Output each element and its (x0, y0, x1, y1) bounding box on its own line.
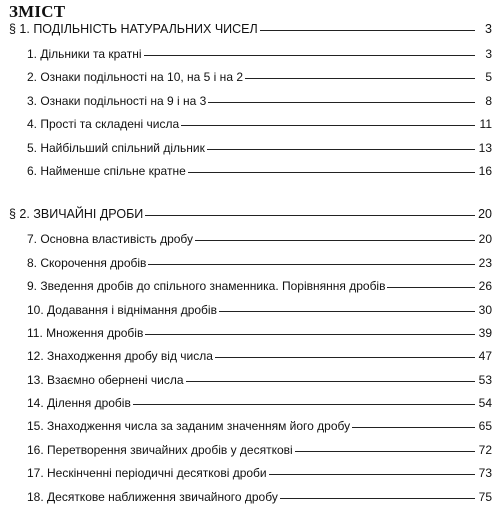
toc-page-number: 3 (485, 47, 492, 61)
toc-section-1[interactable] (9, 22, 492, 47)
leader-line (145, 215, 475, 216)
toc-item-label: 7. Основна властивість дробу (27, 232, 194, 247)
toc-item-label: 18. Десяткове наближення звичайного дробу (27, 489, 278, 504)
leader-line (181, 125, 475, 126)
toc-item-7[interactable] (9, 232, 492, 255)
toc-item-4[interactable] (9, 117, 492, 140)
toc-page-number: 20 (478, 207, 492, 222)
toc-page-number: 8 (485, 93, 492, 108)
toc-page-number: 3 (485, 22, 492, 36)
leader-line (215, 357, 475, 358)
toc-item-13[interactable] (9, 373, 492, 396)
leader-line (260, 30, 475, 31)
toc-page-number: 11 (479, 117, 492, 132)
toc-item-18[interactable] (9, 490, 492, 513)
toc-page-number: 16 (478, 163, 492, 178)
toc-item-14[interactable] (9, 396, 492, 419)
toc-item-label: 13. Взаємно обернені числа (27, 372, 184, 387)
toc-item-label: 4. Прості та складені числа (27, 117, 180, 132)
leader-line (387, 287, 475, 288)
toc-item-label: 14. Ділення дробів (27, 396, 131, 411)
toc-item-17[interactable] (9, 466, 492, 489)
toc-item-label: 12. Знаходження дробу від числа (27, 349, 213, 364)
leader-line (208, 102, 475, 103)
toc-page-number: 54 (478, 396, 492, 411)
leader-line (133, 404, 475, 405)
toc-item-16[interactable] (9, 443, 492, 466)
leader-line (148, 264, 475, 265)
leader-line (219, 311, 475, 312)
toc-page-number: 13 (478, 140, 492, 155)
toc-item-label: 1. Дільники та кратні (27, 47, 142, 61)
toc-item-label: 9. Зведення дробів до спільного знаменника. Порівняння дробів (27, 279, 386, 294)
toc-item-label: 10. Додавання і віднімання дробів (27, 302, 217, 317)
leader-line (245, 78, 475, 79)
toc-title: ЗМІСТ (9, 2, 66, 21)
toc-item-2[interactable] (9, 70, 492, 93)
toc-page-number: 26 (478, 279, 492, 294)
toc-page-number: 23 (478, 255, 492, 270)
toc-item-11[interactable] (9, 326, 492, 349)
toc-item-10[interactable] (9, 303, 492, 326)
toc-list (9, 22, 492, 513)
toc-page-number: 73 (478, 466, 492, 481)
leader-line (352, 427, 475, 428)
toc-item-9[interactable] (9, 279, 492, 302)
toc-item-label: 6. Найменше спільне кратне (27, 163, 186, 178)
section-gap (9, 187, 492, 207)
toc-page-number: 53 (478, 372, 492, 387)
toc-item-label: 15. Знаходження числа за заданим значенням його дробу (27, 419, 351, 434)
toc-item-label: 8. Скорочення дробів (27, 255, 147, 270)
toc-item-15[interactable] (9, 419, 492, 442)
leader-line (280, 498, 475, 499)
toc-page-number: 47 (478, 349, 492, 364)
toc-item-6[interactable] (9, 164, 492, 187)
leader-line (145, 334, 475, 335)
leader-line (195, 240, 475, 241)
toc-item-label: 11. Множення дробів (27, 325, 144, 340)
toc-item-label: 16. Перетворення звичайних дробів у десяткові (27, 442, 293, 457)
toc-item-12[interactable] (9, 349, 492, 372)
toc-item-label: 17. Нескінченні періодичні десяткові дроби (27, 466, 267, 481)
toc-item-label: 2. Ознаки подільності на 10, на 5 і на 2 (27, 70, 243, 85)
leader-line (186, 381, 475, 382)
toc-page-number: 30 (478, 302, 492, 317)
toc-page-number: 20 (478, 232, 492, 247)
toc-page-number: 72 (478, 442, 492, 457)
toc-section-label: § 2. ЗВИЧАЙНІ ДРОБИ (9, 207, 144, 222)
toc-page-number: 75 (478, 489, 492, 504)
toc-section-2[interactable] (9, 207, 492, 232)
toc-page-number: 39 (478, 325, 492, 340)
leader-line (188, 172, 475, 173)
toc-item-3[interactable] (9, 94, 492, 117)
leader-line (295, 451, 475, 452)
toc-page-number: 5 (485, 70, 492, 85)
toc-item-label: 5. Найбільший спільний дільник (27, 140, 205, 155)
toc-page-number: 65 (478, 419, 492, 434)
leader-line (144, 55, 476, 56)
toc-item-1[interactable] (9, 47, 492, 70)
leader-line (269, 474, 475, 475)
toc-item-5[interactable] (9, 141, 492, 164)
toc-item-8[interactable] (9, 256, 492, 279)
leader-line (207, 149, 475, 150)
toc-section-label: § 1. ПОДІЛЬНІСТЬ НАТУРАЛЬНИХ ЧИСЕЛ (9, 22, 258, 36)
toc-item-label: 3. Ознаки подільності на 9 і на 3 (27, 93, 207, 108)
